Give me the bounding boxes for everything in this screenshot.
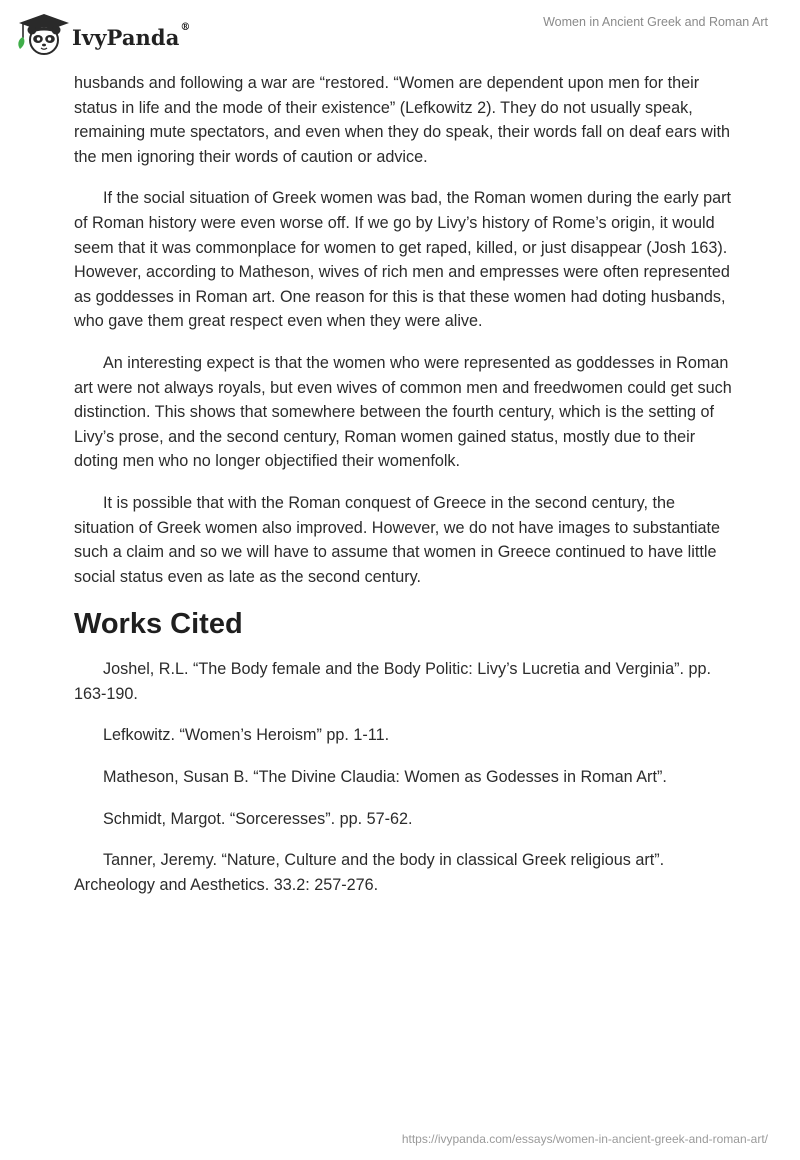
citation-entry: Lefkowitz. “Women’s Heroism” pp. 1-11. (103, 726, 390, 745)
body-paragraph: An interesting expect is that the women who were represented as goddesses in Roman art were not always royals, but even wives of common men and freedwomen could get such distinction. This shows that somewhere between the fourth century, which is the setting of Livy’s prose, and the second century, Roman women gained status, mostly due to their doting men who no longer objectified their womenfolk. (74, 353, 732, 471)
works-cited-heading: Works Cited (74, 608, 243, 641)
essay-content (74, 71, 734, 914)
citation-entry: Tanner, Jeremy. “Nature, Culture and the body in classical Greek religious art”. Archeology and Aesthetics. 33.2: 257-276. (74, 851, 665, 894)
registered-mark: ® (180, 21, 191, 33)
body-paragraph: It is possible that with the Roman conquest of Greece in the second century, the situation of Greek women also improved. However, we do not have images to substantiate such a claim and so we will have to assume that women in Greece continued to have little social status even as late as the second century. (74, 493, 721, 586)
panda-graduation-cap-icon (14, 8, 70, 58)
citation-entry: Matheson, Susan B. “The Divine Claudia: Women as Godesses in Roman Art”. (103, 768, 667, 787)
source-url-link[interactable]: https://ivypanda.com/essays/women-in-ancient-greek-and-roman-art/ (401, 1132, 768, 1146)
citation-entry: Schmidt, Margot. “Sorceresses”. pp. 57-62. (103, 809, 413, 828)
body-paragraph: husbands and following a war are “restored. “Women are dependent upon men for their status in life and the mode of their existence” (Lefkowitz 2). They do not usually speak, remaining mute spectators, and even when they do speak, their words fall on deaf ears with the men ignoring their words of caution or advice. (74, 74, 730, 166)
document-title: Women in Ancient Greek and Roman Art (543, 15, 768, 29)
brand-name: IvyPanda® (72, 21, 191, 50)
body-paragraph: If the social situation of Greek women was bad, the Roman women during the early part of Roman history were even worse off. If we go by Livy’s history of Rome’s origin, it would seem that it was commonplace for women to get raped, killed, or just disappear (Josh 163). However, according to Matheson, wives of rich men and empresses were often represented as goddesses in Roman art. One reason for this is that these women had doting husbands, who gave them great respect even when they were alive. (74, 189, 732, 331)
ivypanda-logo[interactable] (14, 8, 191, 58)
citation-entry: Joshel, R.L. “The Body female and the Body Politic: Livy’s Lucretia and Verginia”. pp. 163-190. (74, 660, 711, 703)
